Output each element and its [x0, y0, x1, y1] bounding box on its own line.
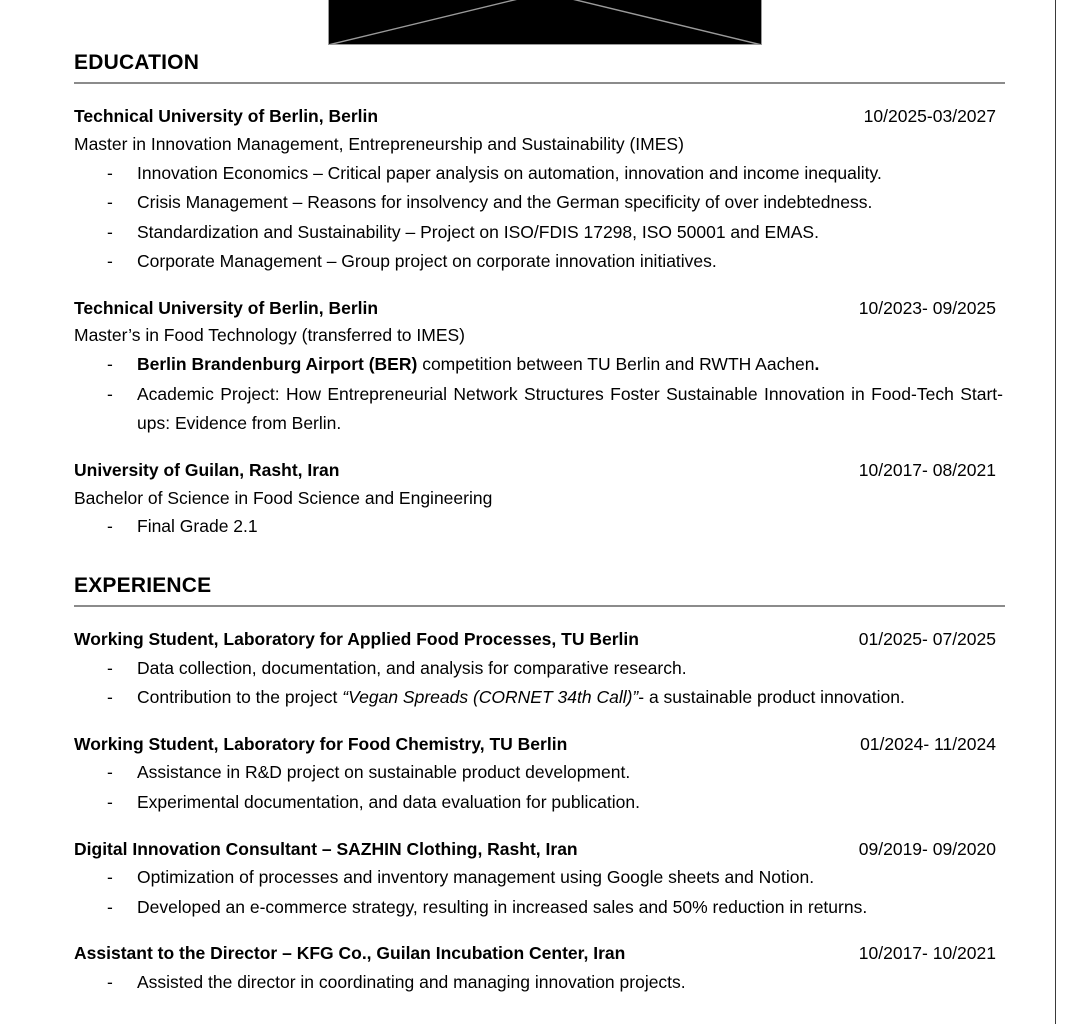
experience-entry — [74, 628, 1006, 713]
entry-header — [74, 942, 996, 966]
entry-subtitle: Master’s in Food Technology (transferred to IMES) — [74, 325, 466, 346]
list-item-text: Standardization and Sustainability – Project on ISO/FDIS 17298, ISO 50001 and EMAS. — [137, 221, 819, 242]
list-item-text: Crisis Management – Reasons for insolvency and the German specificity of over indebtedness. — [137, 192, 873, 213]
section-divider — [74, 605, 1005, 607]
bullet-dash-icon: - — [107, 354, 113, 375]
list-item — [74, 654, 1003, 684]
bullet-dash-icon: - — [107, 867, 113, 888]
entry-date: 10/2017- 10/2021 — [858, 943, 996, 964]
entry-bullet-list — [74, 758, 1006, 817]
bullet-dash-icon: - — [107, 971, 113, 992]
list-item — [74, 863, 1003, 893]
entry-header — [74, 733, 996, 757]
education-entry — [74, 297, 1006, 439]
entry-title: University of Guilan, Rasht, Iran — [74, 459, 340, 480]
section-divider — [74, 82, 1005, 84]
list-item — [74, 758, 1003, 788]
entry-date: 10/2025-03/2027 — [863, 106, 996, 127]
entry-date: 09/2019- 09/2020 — [858, 838, 996, 859]
bullet-dash-icon: - — [107, 687, 113, 708]
list-item — [74, 159, 1003, 189]
entry-bullet-list — [74, 968, 1006, 998]
list-item — [74, 247, 1003, 277]
experience-entry — [74, 838, 1006, 923]
entry-header — [74, 838, 996, 862]
experience-entry — [74, 733, 1006, 818]
list-item — [74, 188, 1003, 218]
bullet-dash-icon: - — [107, 762, 113, 783]
list-item-text: Innovation Economics – Critical paper analysis on automation, innovation and income inequality. — [137, 162, 882, 183]
bullet-dash-icon: - — [107, 896, 113, 917]
entry-title: Working Student, Laboratory for Food Chemistry, TU Berlin — [74, 733, 568, 754]
bullet-dash-icon: - — [107, 162, 113, 183]
entry-bullet-list — [74, 863, 1006, 922]
section-education — [74, 0, 1006, 542]
list-item-text: Data collection, documentation, and analysis for comparative research. — [137, 657, 687, 678]
bullet-dash-icon: - — [107, 657, 113, 678]
list-item-text: Academic Project: How Entrepreneurial Network Structures Foster Sustainable Innovation in Food-Tech Start-ups: Evidence from Berlin. — [137, 383, 1003, 434]
list-item — [74, 788, 1003, 818]
list-item — [74, 683, 1003, 713]
bullet-dash-icon: - — [107, 383, 113, 404]
entry-header — [74, 105, 996, 129]
section-heading-education: EDUCATION — [74, 51, 200, 74]
entry-title: Working Student, Laboratory for Applied Food Processes, TU Berlin — [74, 629, 639, 649]
list-item-text: Assisted the director in coordinating and managing innovation projects. — [137, 971, 686, 992]
entry-header — [74, 459, 996, 483]
list-item — [74, 893, 1003, 923]
entry-bullet-list — [74, 654, 1006, 713]
bullet-dash-icon: - — [107, 791, 113, 812]
list-item — [74, 968, 1003, 998]
section-heading-experience: EXPERIENCE — [74, 573, 212, 597]
bullet-dash-icon: - — [107, 221, 113, 242]
list-item-text — [137, 350, 1003, 380]
bullet-dash-icon: - — [107, 192, 113, 213]
entry-title: Assistant to the Director – KFG Co., Guilan Incubation Center, Iran — [74, 943, 626, 964]
list-item — [74, 512, 1003, 542]
entry-date: 01/2024- 11/2024 — [860, 733, 996, 754]
bullet-prefix: Contribution to the project — [137, 687, 343, 708]
list-item — [74, 218, 1003, 248]
bullet-dash-icon: - — [107, 251, 113, 272]
list-item-text: Assistance in R&D project on sustainable product development. — [137, 762, 631, 783]
list-item-text: Experimental documentation, and data evaluation for publication. — [137, 791, 640, 812]
entry-subtitle: Bachelor of Science in Food Science and Engineering — [74, 487, 493, 508]
list-item-text: Developed an e-commerce strategy, resulting in increased sales and 50% reduction in returns. — [137, 896, 868, 917]
bullet-italic-quote: “Vegan Spreads (CORNET 34th Call)” — [342, 687, 639, 708]
entry-header — [74, 297, 996, 321]
bullet-bold-suffix: . — [814, 354, 820, 375]
list-item — [74, 380, 1003, 439]
entry-bullet-list — [74, 350, 1006, 439]
list-item-text: Final Grade 2.1 — [137, 516, 258, 537]
list-item-text: Optimization of processes and inventory management using Google sheets and Notion. — [137, 867, 815, 888]
bullet-bold-prefix: Berlin Brandenburg Airport (BER) — [137, 354, 418, 375]
bullet-dash-icon: - — [107, 516, 113, 537]
list-item-text: Corporate Management – Group project on corporate innovation initiatives. — [137, 251, 717, 272]
entry-bullet-list — [74, 159, 1006, 277]
section-experience — [74, 575, 1006, 997]
list-item — [74, 350, 1003, 380]
education-entry — [74, 105, 1006, 277]
entry-subtitle: Master in Innovation Management, Entrepreneurship and Sustainability (IMES) — [74, 133, 684, 154]
entry-title: Technical University of Berlin, Berlin — [74, 106, 379, 127]
entry-header — [74, 628, 996, 652]
entry-date: 10/2023- 09/2025 — [858, 297, 996, 318]
entry-title: Digital Innovation Consultant – SAZHIN Clothing, Rasht, Iran — [74, 838, 578, 859]
education-entry — [74, 459, 1006, 542]
entry-date: 01/2025- 07/2025 — [858, 629, 996, 649]
entry-title: Technical University of Berlin, Berlin — [74, 297, 379, 318]
experience-entry — [74, 942, 1006, 997]
entry-bullet-list — [74, 512, 1006, 542]
list-item-text — [137, 683, 1003, 713]
bullet-rest: - a sustainable product innovation. — [638, 687, 905, 708]
bullet-rest: competition between TU Berlin and RWTH Aachen — [417, 354, 815, 375]
entry-date: 10/2017- 08/2021 — [858, 459, 996, 480]
